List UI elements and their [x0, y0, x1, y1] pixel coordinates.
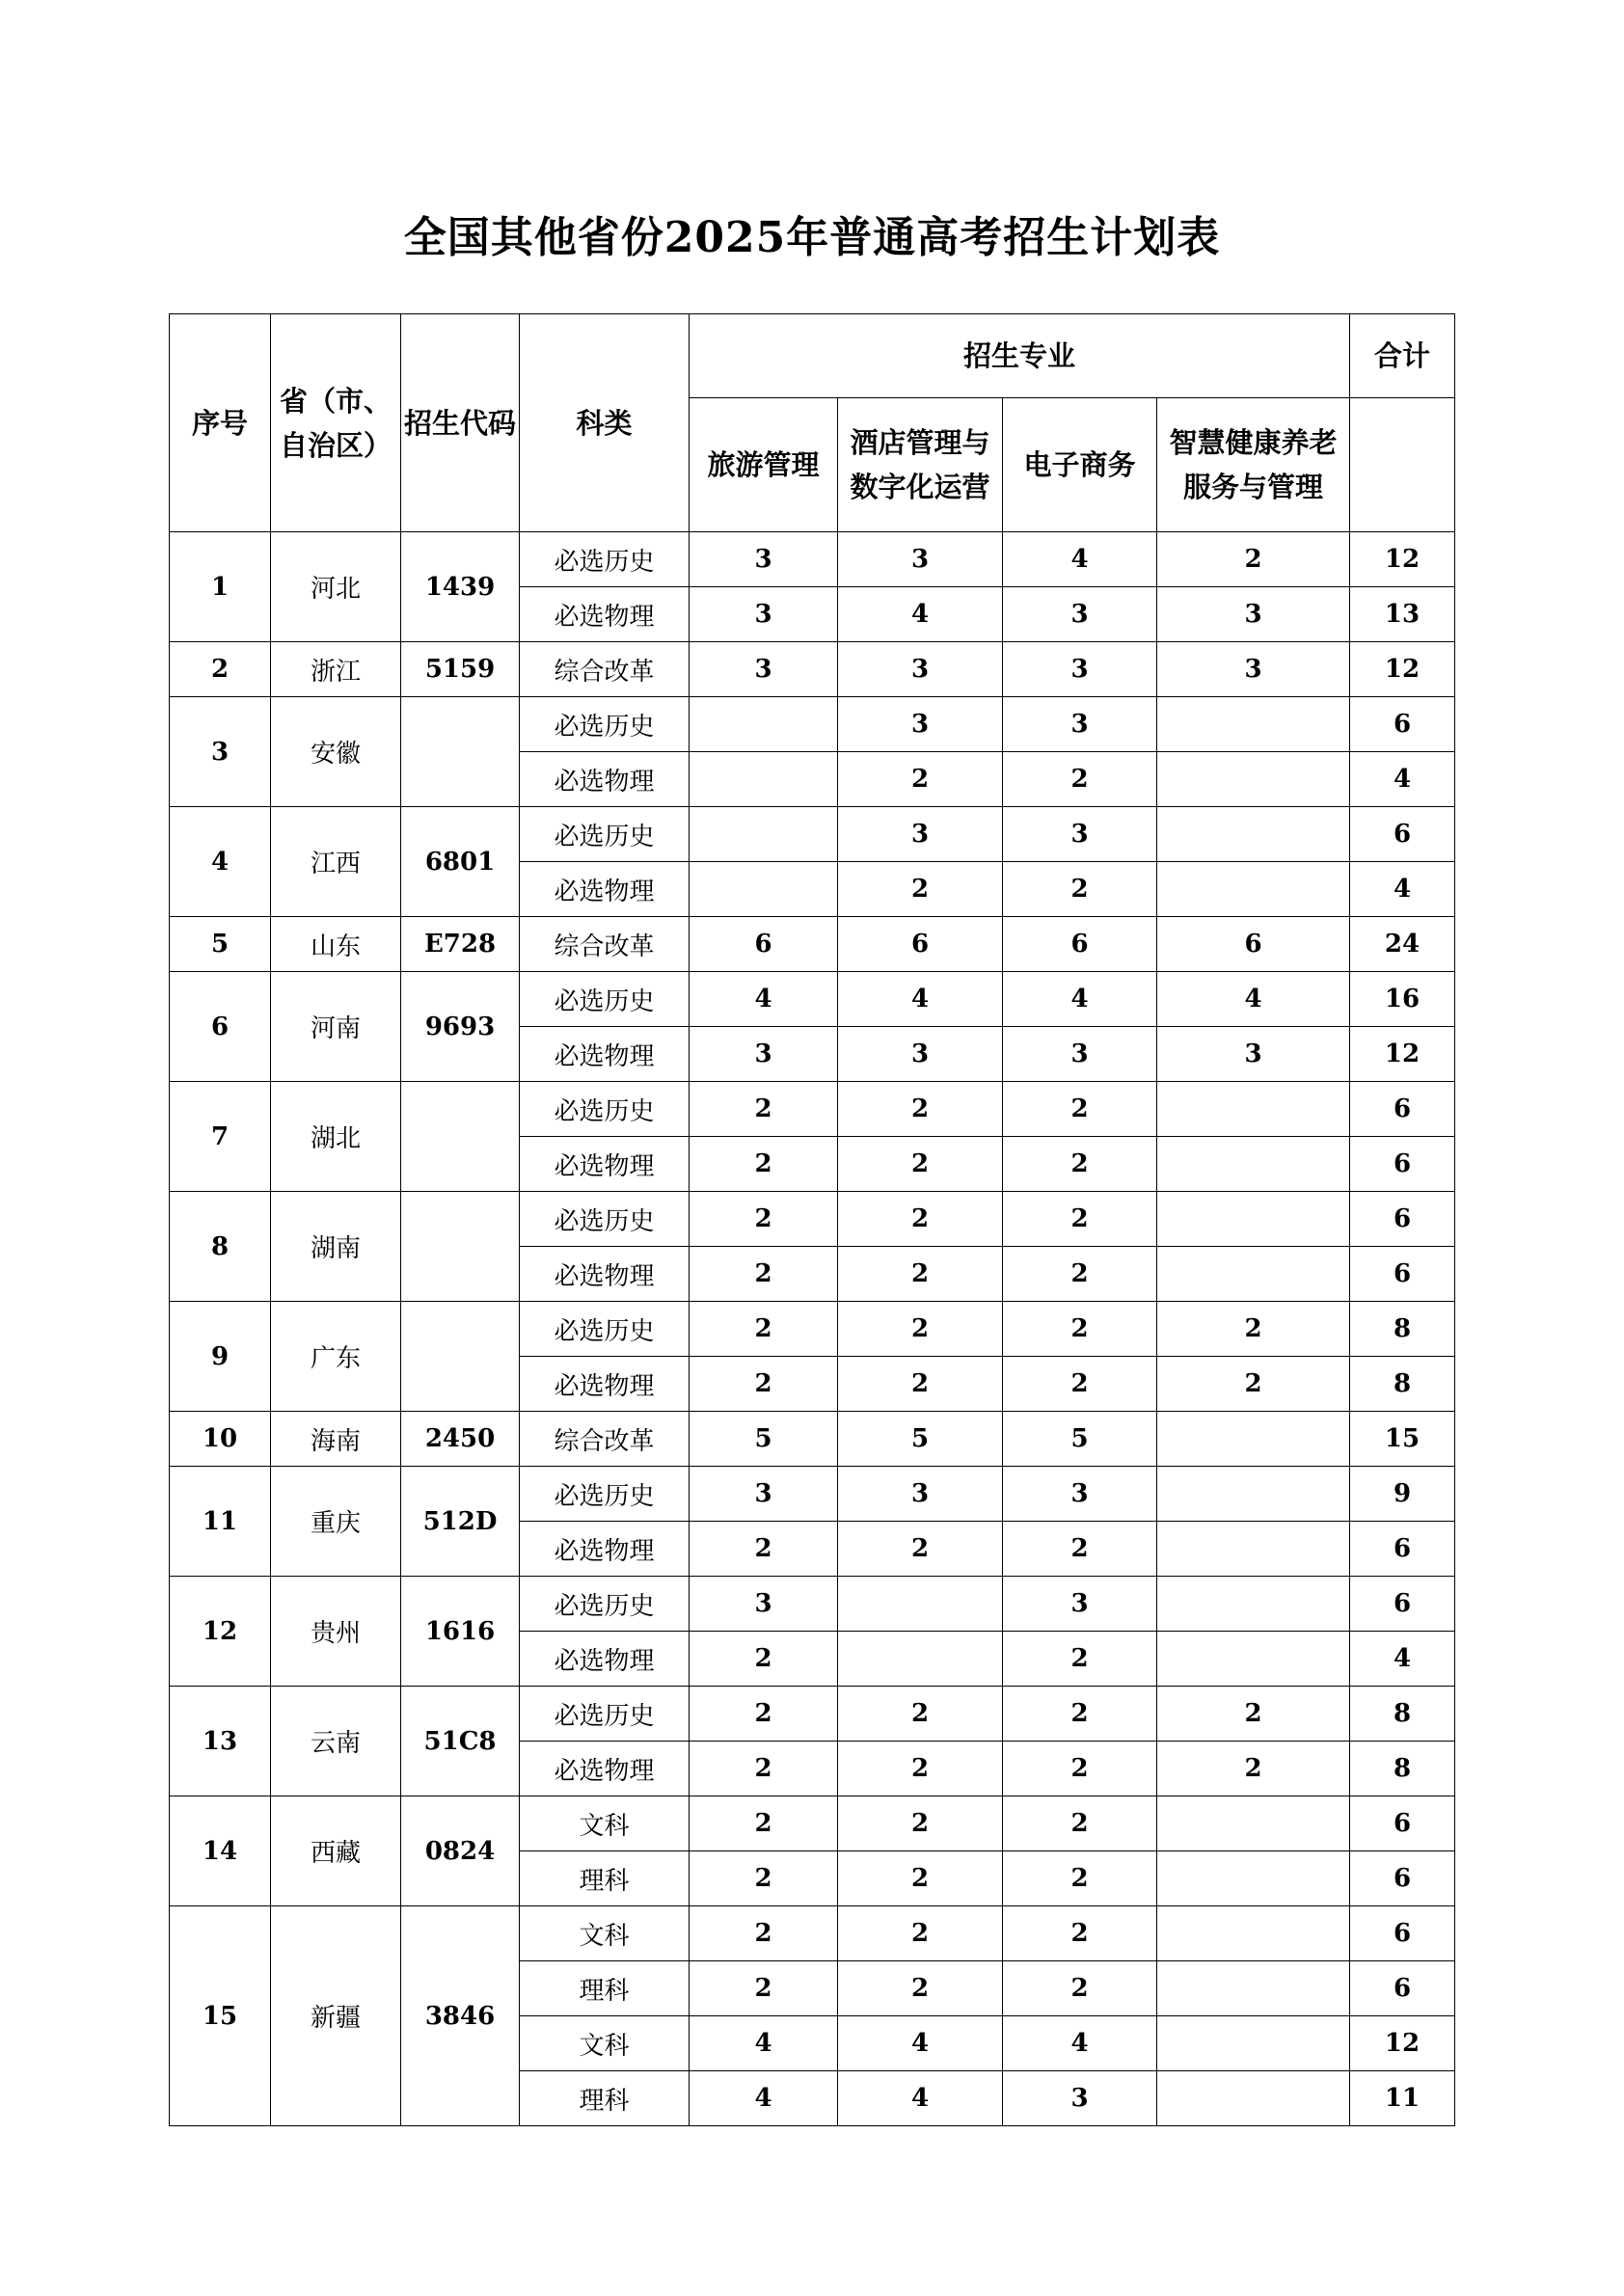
table-row — [170, 807, 1455, 862]
row-major-count — [1157, 1192, 1350, 1247]
row-major-count: 2 — [1003, 1687, 1157, 1742]
row-major-count: 4 — [838, 2016, 1003, 2071]
row-major-count: 2 — [838, 1851, 1003, 1906]
row-total: 15 — [1350, 1412, 1455, 1467]
row-province: 海南 — [271, 1412, 401, 1467]
row-total: 8 — [1350, 1302, 1455, 1357]
row-major-count — [1157, 1467, 1350, 1522]
row-major-count — [1157, 1796, 1350, 1851]
row-total: 11 — [1350, 2071, 1455, 2126]
row-province: 重庆 — [271, 1467, 401, 1577]
row-track: 必选历史 — [520, 1302, 690, 1357]
row-total: 6 — [1350, 1906, 1455, 1961]
row-index: 11 — [170, 1467, 271, 1577]
row-code: 2450 — [401, 1412, 520, 1467]
row-major-count — [1157, 1412, 1350, 1467]
row-major-count: 2 — [690, 1247, 838, 1302]
row-major-count — [1157, 1082, 1350, 1137]
row-track: 必选物理 — [520, 862, 690, 917]
header-major-ecommerce: 电子商务 — [1003, 398, 1157, 532]
row-track: 必选历史 — [520, 1467, 690, 1522]
row-code — [401, 1082, 520, 1192]
row-code: 6801 — [401, 807, 520, 917]
row-major-count: 4 — [690, 2071, 838, 2126]
row-major-count: 2 — [838, 1137, 1003, 1192]
row-track: 理科 — [520, 1961, 690, 2016]
row-code: 3846 — [401, 1906, 520, 2126]
header-province: 省（市、自治区） — [271, 314, 401, 532]
row-major-count: 2 — [1003, 1961, 1157, 2016]
row-major-count: 4 — [1003, 532, 1157, 587]
row-province: 山东 — [271, 917, 401, 972]
row-code: 51C8 — [401, 1687, 520, 1796]
row-major-count: 2 — [690, 1137, 838, 1192]
row-track: 文科 — [520, 1906, 690, 1961]
row-major-count: 3 — [1003, 2071, 1157, 2126]
row-track: 必选历史 — [520, 972, 690, 1027]
row-major-count: 3 — [690, 1027, 838, 1082]
row-major-count — [1157, 697, 1350, 752]
header-total-blank — [1350, 398, 1455, 532]
row-index: 2 — [170, 642, 271, 697]
row-code: E728 — [401, 917, 520, 972]
row-major-count: 5 — [690, 1412, 838, 1467]
row-major-count — [1157, 1632, 1350, 1687]
row-total: 6 — [1350, 1961, 1455, 2016]
row-major-count — [1157, 1851, 1350, 1906]
header-major-tourism: 旅游管理 — [690, 398, 838, 532]
table-row — [170, 1082, 1455, 1137]
row-major-count: 2 — [1003, 862, 1157, 917]
row-major-count: 2 — [838, 1906, 1003, 1961]
row-major-count: 3 — [1157, 642, 1350, 697]
row-total: 6 — [1350, 1851, 1455, 1906]
row-index: 7 — [170, 1082, 271, 1192]
row-total: 4 — [1350, 752, 1455, 807]
row-track: 综合改革 — [520, 642, 690, 697]
row-major-count: 3 — [838, 1467, 1003, 1522]
row-total: 12 — [1350, 2016, 1455, 2071]
row-major-count: 3 — [1003, 1467, 1157, 1522]
row-major-count — [1157, 1247, 1350, 1302]
row-major-count: 2 — [838, 1522, 1003, 1577]
row-major-count: 2 — [838, 1742, 1003, 1796]
row-total: 9 — [1350, 1467, 1455, 1522]
row-total: 6 — [1350, 697, 1455, 752]
row-total: 8 — [1350, 1742, 1455, 1796]
row-major-count: 2 — [1157, 1302, 1350, 1357]
table-row — [170, 532, 1455, 587]
row-major-count: 3 — [1003, 807, 1157, 862]
row-total: 24 — [1350, 917, 1455, 972]
row-code: 9693 — [401, 972, 520, 1082]
row-index: 14 — [170, 1796, 271, 1906]
row-major-count: 2 — [690, 1632, 838, 1687]
row-code: 512D — [401, 1467, 520, 1577]
row-major-count: 3 — [838, 807, 1003, 862]
row-track: 必选物理 — [520, 1522, 690, 1577]
row-major-count — [1157, 1906, 1350, 1961]
row-major-count: 2 — [690, 1192, 838, 1247]
row-province: 西藏 — [271, 1796, 401, 1906]
header-code: 招生代码 — [401, 314, 520, 532]
row-track: 必选历史 — [520, 1687, 690, 1742]
row-major-count: 3 — [838, 642, 1003, 697]
row-major-count: 3 — [838, 697, 1003, 752]
header-major-elderly-care: 智慧健康养老服务与管理 — [1157, 398, 1350, 532]
row-major-count: 4 — [1003, 972, 1157, 1027]
row-track: 必选物理 — [520, 587, 690, 642]
row-track: 文科 — [520, 2016, 690, 2071]
row-major-count: 3 — [1003, 1027, 1157, 1082]
row-total: 6 — [1350, 1796, 1455, 1851]
row-track: 必选物理 — [520, 1742, 690, 1796]
row-major-count — [690, 697, 838, 752]
row-major-count: 3 — [690, 1577, 838, 1632]
row-major-count: 2 — [838, 1082, 1003, 1137]
row-major-count: 2 — [1003, 1851, 1157, 1906]
row-total: 6 — [1350, 807, 1455, 862]
table-row — [170, 1577, 1455, 1632]
row-major-count: 3 — [690, 642, 838, 697]
row-total: 6 — [1350, 1577, 1455, 1632]
row-major-count: 6 — [838, 917, 1003, 972]
table-row — [170, 1302, 1455, 1357]
header-index: 序号 — [170, 314, 271, 532]
row-major-count: 2 — [1003, 1302, 1157, 1357]
row-index: 4 — [170, 807, 271, 917]
row-track: 必选历史 — [520, 697, 690, 752]
row-major-count — [838, 1632, 1003, 1687]
row-major-count: 2 — [838, 862, 1003, 917]
row-total: 16 — [1350, 972, 1455, 1027]
row-major-count: 2 — [1157, 1357, 1350, 1412]
row-track: 综合改革 — [520, 917, 690, 972]
row-major-count: 2 — [690, 1357, 838, 1412]
row-major-count — [690, 862, 838, 917]
row-major-count: 2 — [838, 1247, 1003, 1302]
row-major-count: 2 — [838, 1796, 1003, 1851]
row-province: 湖南 — [271, 1192, 401, 1302]
row-province: 江西 — [271, 807, 401, 917]
row-total: 12 — [1350, 532, 1455, 587]
row-major-count: 6 — [1157, 917, 1350, 972]
row-major-count: 4 — [690, 972, 838, 1027]
table-row — [170, 1192, 1455, 1247]
row-major-count — [1157, 2071, 1350, 2126]
row-code — [401, 697, 520, 807]
row-major-count: 2 — [1003, 1906, 1157, 1961]
row-major-count: 3 — [1003, 587, 1157, 642]
table-row — [170, 697, 1455, 752]
header-major-hotel: 酒店管理与数字化运营 — [838, 398, 1003, 532]
row-track: 理科 — [520, 1851, 690, 1906]
row-index: 15 — [170, 1906, 271, 2126]
row-major-count: 2 — [1003, 1357, 1157, 1412]
row-major-count: 2 — [1003, 1796, 1157, 1851]
row-major-count: 3 — [1003, 697, 1157, 752]
row-major-count — [690, 807, 838, 862]
table-row — [170, 642, 1455, 697]
row-major-count: 2 — [838, 1961, 1003, 2016]
table-row — [170, 917, 1455, 972]
table-row — [170, 1412, 1455, 1467]
row-major-count: 2 — [690, 1522, 838, 1577]
row-major-count: 2 — [838, 1687, 1003, 1742]
row-major-count: 3 — [1157, 587, 1350, 642]
row-major-count: 3 — [1003, 642, 1157, 697]
row-total: 6 — [1350, 1247, 1455, 1302]
row-track: 必选历史 — [520, 1192, 690, 1247]
row-major-count: 2 — [1003, 1742, 1157, 1796]
row-total: 8 — [1350, 1687, 1455, 1742]
row-province: 广东 — [271, 1302, 401, 1412]
row-total: 6 — [1350, 1192, 1455, 1247]
row-total: 12 — [1350, 1027, 1455, 1082]
row-major-count: 4 — [838, 972, 1003, 1027]
row-major-count: 2 — [690, 1302, 838, 1357]
row-track: 必选历史 — [520, 1082, 690, 1137]
row-major-count — [1157, 1577, 1350, 1632]
row-major-count: 2 — [690, 1851, 838, 1906]
row-major-count — [1157, 807, 1350, 862]
row-major-count: 2 — [1003, 1082, 1157, 1137]
row-major-count: 2 — [838, 1357, 1003, 1412]
row-major-count — [1157, 1522, 1350, 1577]
row-index: 13 — [170, 1687, 271, 1796]
row-total: 4 — [1350, 1632, 1455, 1687]
header-track: 科类 — [520, 314, 690, 532]
row-major-count: 3 — [690, 1467, 838, 1522]
enrollment-plan-table — [169, 313, 1455, 2126]
row-province: 浙江 — [271, 642, 401, 697]
row-major-count: 2 — [1003, 1192, 1157, 1247]
row-major-count: 4 — [1157, 972, 1350, 1027]
row-major-count: 2 — [1003, 1522, 1157, 1577]
row-major-count: 2 — [1157, 1687, 1350, 1742]
row-track: 必选历史 — [520, 532, 690, 587]
row-code: 0824 — [401, 1796, 520, 1906]
row-major-count — [1157, 752, 1350, 807]
row-total: 6 — [1350, 1522, 1455, 1577]
table-row — [170, 1467, 1455, 1522]
row-major-count: 3 — [690, 587, 838, 642]
row-total: 6 — [1350, 1082, 1455, 1137]
row-major-count: 6 — [690, 917, 838, 972]
row-major-count: 3 — [838, 1027, 1003, 1082]
row-index: 3 — [170, 697, 271, 807]
row-track: 必选历史 — [520, 807, 690, 862]
table-row — [170, 972, 1455, 1027]
row-track: 文科 — [520, 1796, 690, 1851]
row-province: 贵州 — [271, 1577, 401, 1687]
row-code — [401, 1302, 520, 1412]
row-code: 1616 — [401, 1577, 520, 1687]
row-track: 必选物理 — [520, 1357, 690, 1412]
row-total: 13 — [1350, 587, 1455, 642]
row-track: 必选物理 — [520, 752, 690, 807]
row-major-count: 2 — [690, 1796, 838, 1851]
row-major-count: 2 — [1157, 1742, 1350, 1796]
table-body — [170, 532, 1455, 2126]
table-row — [170, 1687, 1455, 1742]
row-province: 新疆 — [271, 1906, 401, 2126]
row-index: 1 — [170, 532, 271, 642]
row-major-count: 5 — [838, 1412, 1003, 1467]
row-major-count: 2 — [838, 752, 1003, 807]
row-major-count — [1157, 1137, 1350, 1192]
row-major-count: 4 — [1003, 2016, 1157, 2071]
row-major-count: 4 — [838, 587, 1003, 642]
row-province: 安徽 — [271, 697, 401, 807]
row-major-count — [690, 752, 838, 807]
row-province: 河南 — [271, 972, 401, 1082]
row-major-count — [1157, 2016, 1350, 2071]
row-track: 理科 — [520, 2071, 690, 2126]
row-province: 云南 — [271, 1687, 401, 1796]
row-major-count: 3 — [690, 532, 838, 587]
row-major-count — [838, 1577, 1003, 1632]
row-total: 6 — [1350, 1137, 1455, 1192]
row-major-count: 2 — [690, 1906, 838, 1961]
row-track: 必选物理 — [520, 1027, 690, 1082]
row-major-count: 2 — [690, 1742, 838, 1796]
row-index: 10 — [170, 1412, 271, 1467]
row-major-count: 2 — [690, 1082, 838, 1137]
row-major-count: 2 — [1003, 1247, 1157, 1302]
table-row — [170, 1796, 1455, 1851]
row-major-count: 2 — [838, 1192, 1003, 1247]
row-major-count: 2 — [838, 1302, 1003, 1357]
row-major-count: 4 — [838, 2071, 1003, 2126]
row-track: 必选物理 — [520, 1247, 690, 1302]
row-track: 综合改革 — [520, 1412, 690, 1467]
row-index: 12 — [170, 1577, 271, 1687]
row-major-count: 6 — [1003, 917, 1157, 972]
row-index: 6 — [170, 972, 271, 1082]
row-major-count: 3 — [1003, 1577, 1157, 1632]
table-header — [170, 314, 1455, 532]
row-track: 必选物理 — [520, 1137, 690, 1192]
row-track: 必选物理 — [520, 1632, 690, 1687]
row-major-count: 3 — [838, 532, 1003, 587]
row-major-count: 2 — [690, 1687, 838, 1742]
table-row — [170, 1906, 1455, 1961]
row-total: 12 — [1350, 642, 1455, 697]
row-total: 8 — [1350, 1357, 1455, 1412]
row-index: 5 — [170, 917, 271, 972]
row-index: 8 — [170, 1192, 271, 1302]
row-major-count — [1157, 1961, 1350, 2016]
row-code — [401, 1192, 520, 1302]
row-major-count: 3 — [1157, 1027, 1350, 1082]
row-code: 5159 — [401, 642, 520, 697]
row-major-count: 2 — [1003, 752, 1157, 807]
row-province: 湖北 — [271, 1082, 401, 1192]
header-total: 合计 — [1350, 314, 1455, 398]
row-major-count: 2 — [1157, 532, 1350, 587]
row-major-count: 2 — [690, 1961, 838, 2016]
row-major-count: 5 — [1003, 1412, 1157, 1467]
header-majors-group: 招生专业 — [690, 314, 1350, 398]
row-major-count: 2 — [1003, 1632, 1157, 1687]
row-code: 1439 — [401, 532, 520, 642]
row-major-count: 2 — [1003, 1137, 1157, 1192]
row-index: 9 — [170, 1302, 271, 1412]
row-total: 4 — [1350, 862, 1455, 917]
row-track: 必选历史 — [520, 1577, 690, 1632]
row-province: 河北 — [271, 532, 401, 642]
page-title: 全国其他省份2025年普通高考招生计划表 — [403, 213, 1221, 262]
row-major-count: 4 — [690, 2016, 838, 2071]
row-major-count — [1157, 862, 1350, 917]
